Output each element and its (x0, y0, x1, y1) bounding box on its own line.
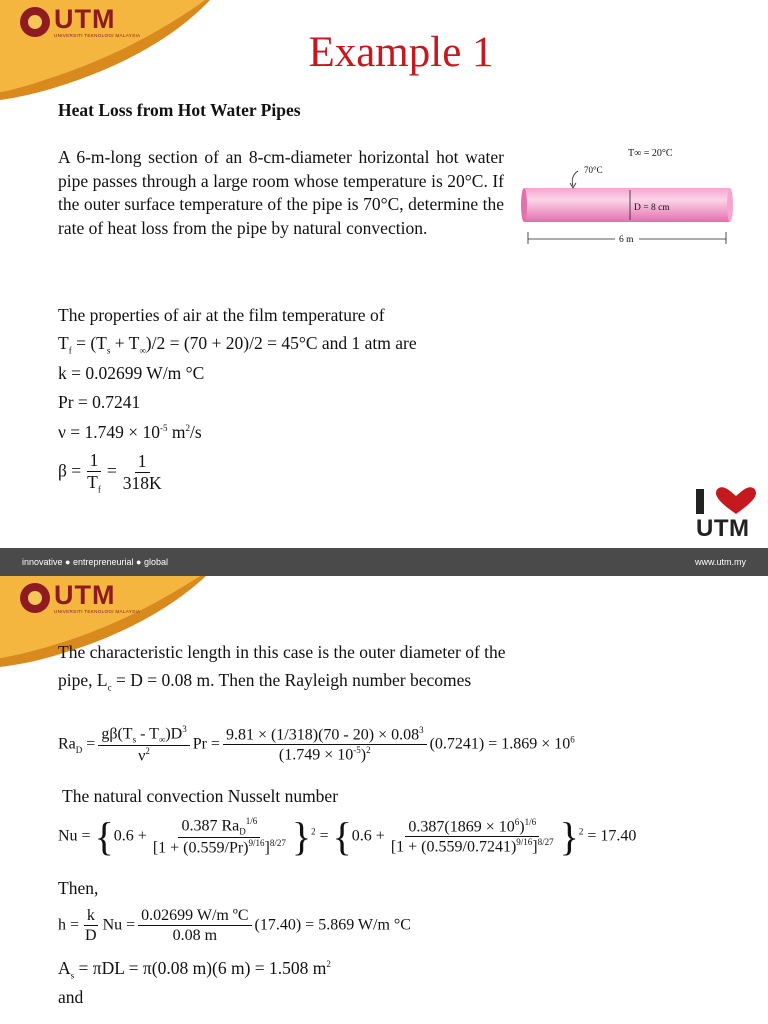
footer-bar (0, 548, 768, 576)
then-label: Then, (58, 878, 99, 898)
slide-title: Example 1 (308, 29, 494, 76)
char-length-line-1: The characteristic length in this case is the outer diameter of the (58, 642, 506, 662)
surface-temp-label: 70°C (584, 165, 603, 175)
problem-heading: Heat Loss from Hot Water Pipes (58, 100, 301, 120)
footer-url: www.utm.my (694, 557, 746, 567)
diameter-label: D = 8 cm (634, 203, 670, 213)
beta-equation: β = $\frac{1}{T_f}$ = $\frac{1}{318K}$ (58, 450, 162, 495)
nusselt-equation: Nu = {0.6 + $\frac{0.387 Ra_D^{1/6}}{[1 + (0.559/Pr)^{9/16}]^{8/27}}$ }$^2$ = {0.6 + $\frac{0.387(1869 \times 10^6)^{1/6}}{[1 + (0.559/0.7241)^{9/16}]^{8/27}}$ }$^2$ = 17.40 (58, 813, 637, 859)
rayleigh-equation: $Ra_D$ = $\frac{g\beta(T_s - T_\infty)D^3}{\nu^2}$ Pr = $\frac{9.81 \times (1/318)(70 - 20) \times 0.08^3}{(1.749 \times 10^{-5})^2}$ $(0.7241) = 1.869 \times 10^6$ (58, 724, 575, 765)
i-love-utm-logo: UTM (696, 515, 750, 542)
and-label: and (58, 987, 84, 1007)
logo-text: UTM (54, 4, 116, 34)
char-length-line-2: pipe, $L_c = D = 0.08$ m. Then the Rayleigh number becomes (58, 670, 472, 693)
area-equation: $A_s = \pi DL = \pi(0.08$ m)(6 m) = 1.508 $m^2$ (58, 958, 331, 981)
utm-logo-2 (20, 582, 140, 615)
slide-2 (0, 576, 768, 1024)
ambient-temp-label: T∞ = 20°C (628, 148, 673, 159)
h-equation: h = $\frac{k}{D}$ Nu = $\frac{\text{0.02699 W/m ºC}}{0.08 m}$ (17.40) = 5.869 W/m °C (58, 907, 411, 945)
utm-seal-icon (20, 583, 50, 613)
heart-icon (696, 486, 756, 516)
viscosity-value: $\nu = 1.749 \times 10^{-5}$ $m^2/s$ (58, 422, 202, 442)
footer-tagline: innovative ● entrepreneurial ● global (22, 557, 168, 567)
problem-statement: A 6-m-long section of an 8-cm-diameter horizontal hot water pipe passes through a large room whose temperature is 20°C. If the outer surface temperature of the pipe is 70°C, determine the rate of heat loss from the pipe by natural convection. (58, 147, 504, 238)
prandtl-value: Pr = 0.7241 (58, 392, 141, 412)
pipe-figure (518, 140, 736, 255)
logo-subtext: UNIVERSITI TEKNOLOGI MALAYSIA (54, 33, 141, 38)
pipe-shape (524, 188, 730, 222)
nusselt-intro: The natural convection Nusselt number (62, 786, 339, 806)
length-label: 6 m (619, 235, 634, 245)
properties-intro: The properties of air at the film temperature of (58, 305, 385, 325)
logo-subtext: UNIVERSITI TEKNOLOGI MALAYSIA (54, 609, 141, 614)
logo-text: UTM (54, 580, 116, 610)
film-temperature: $T_f = (T_s + T_\infty)/2 = (70 + 20)/2 = 45^\circ C$ and 1 atm are (58, 333, 417, 356)
conductivity-value: k = 0.02699 W/m °C (58, 363, 205, 383)
